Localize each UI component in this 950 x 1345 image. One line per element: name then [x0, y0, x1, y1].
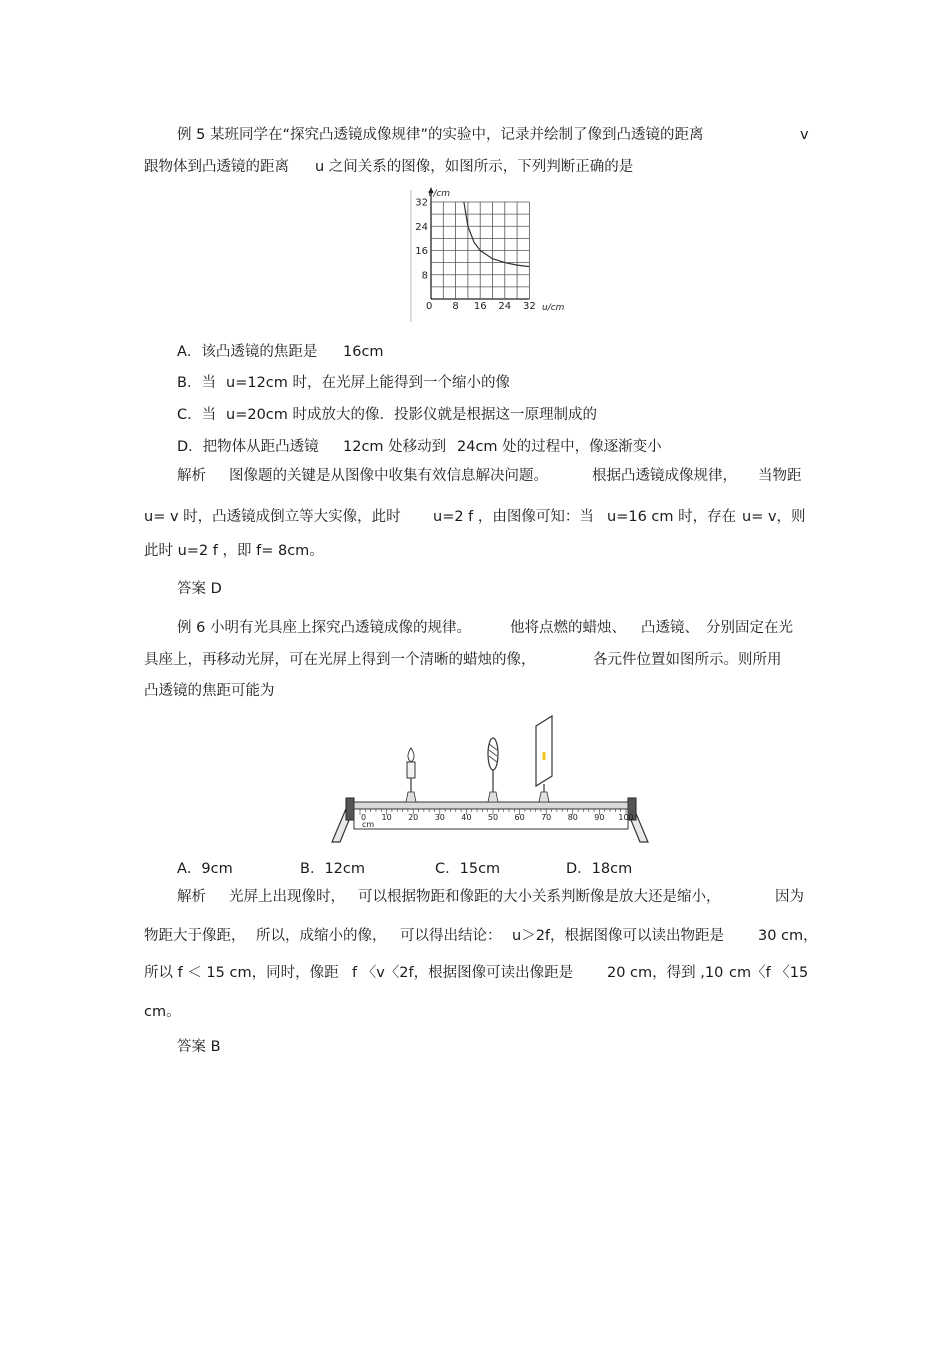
x-tick-label: 24: [498, 301, 512, 312]
ex6-line1d: 分别固定在光: [706, 620, 793, 636]
ex5-analysis-l2b: u=2 f ，由图像可知：当: [433, 509, 594, 525]
candle: [406, 748, 416, 802]
ex6-line1a: 例 6 小明有光具座上探究凸透镜成像的规律。: [177, 620, 471, 636]
ex6-analysis-l3d: cm〈f 〈15: [729, 965, 809, 981]
ex5-line1-var: v: [800, 127, 809, 143]
ex6-line3: 凸透镜的焦距可能为: [144, 683, 275, 699]
bench-rail: [354, 802, 628, 809]
ex6-analysis-l4: cm。: [144, 1004, 181, 1020]
ex6-analysis-l1b: 光屏上出现像时，: [229, 889, 345, 905]
scale-label: 100: [618, 813, 634, 822]
v-u-graph: [405, 186, 575, 324]
ex6-analysis-l1c: 可以根据物距和像距的大小关系判断像是放大还是缩小，: [358, 889, 721, 905]
scale-label: 90: [594, 813, 605, 822]
x-tick-label: 16: [473, 301, 487, 312]
light-screen: [536, 716, 552, 802]
scale-label: 50: [487, 813, 499, 822]
x-axis-label: u/cm: [542, 303, 565, 313]
ex5-line2b: u 之间关系的图像，如图所示，下列判断正确的是: [315, 159, 634, 175]
convex-lens: [488, 738, 498, 802]
ex6-analysis-l2e: 30 cm，: [758, 928, 818, 944]
y-tick-label: 8: [421, 270, 428, 282]
ex6-option-a: A．9cm: [177, 861, 233, 877]
ex6-analysis-l1a: 解析: [177, 889, 206, 905]
ex5-analysis-l3: 此时 u=2 f ，即 f= 8cm。: [144, 543, 324, 559]
scale-label: 20: [408, 813, 419, 822]
scale-label: 0: [361, 813, 367, 822]
ex5-option-d-end: 24cm 处的过程中，像逐渐变小: [457, 439, 662, 455]
candle-image: [543, 752, 546, 760]
ex6-analysis-l2b: 所以，成缩小的像，: [256, 928, 387, 944]
ex5-analysis-l2a: u= v 时，凸透镜成倒立等大实像，此时: [144, 509, 401, 525]
ex6-option-c: C．15cm: [435, 861, 501, 877]
ex5-option-c-label: C．当: [177, 407, 217, 423]
ex6-line2a: 具座上，再移动光屏，可在光屏上得到一个清晰的蜡烛的像，: [144, 652, 536, 668]
ex6-answer: 答案 B: [177, 1039, 221, 1055]
ex5-analysis-l1a: 解析: [177, 468, 206, 484]
ex5-option-a-value: 16cm: [343, 344, 384, 360]
ex5-analysis-l2d: u= v，则: [742, 509, 806, 525]
scale-label: 70: [541, 813, 552, 822]
bench-left-end: [346, 798, 354, 820]
y-tick-label: 32: [415, 197, 428, 209]
scale-label: 80: [567, 813, 578, 822]
origin-label: 0: [426, 301, 433, 312]
ex6-analysis-l3c: 20 cm，得到 ,10: [607, 965, 724, 981]
ex5-line1: 例 5 某班同学在“探究凸透镜成像规律”的实验中，记录并绘制了像到凸透镜的距离: [177, 127, 704, 143]
ex6-line1c: 凸透镜、: [641, 620, 699, 636]
ex6-analysis-l1d: 因为: [775, 889, 804, 905]
ex5-line2a: 跟物体到凸透镜的距离: [144, 159, 289, 175]
ex5-analysis-l1d: 当物距: [758, 468, 802, 484]
ex6-line2b: 各元件位置如图所示。则所用: [593, 652, 782, 668]
ex5-option-d-mid: 12cm 处移动到: [343, 439, 447, 455]
ex6-analysis-l3b: f 〈v〈2f，根据图像可读出像距是: [352, 965, 574, 981]
ex5-analysis-l1b: 图像题的关键是从图像中收集有效信息解决问题。: [229, 468, 548, 484]
y-tick-label: 16: [415, 246, 428, 257]
y-tick-label: 24: [415, 221, 428, 233]
ex6-analysis-l2c: 可以得出结论：: [400, 928, 502, 944]
optical-bench-figure: [328, 712, 658, 844]
y-axis-label: v/cm: [428, 189, 451, 199]
scale-label: 60: [514, 813, 525, 822]
ex6-line1b: 他将点燃的蜡烛、: [510, 620, 626, 636]
x-tick-label: 32: [523, 301, 536, 312]
ex6-option-d: D．18cm: [566, 861, 633, 877]
scale-label: 10: [381, 813, 392, 822]
scale-unit-label: cm: [362, 820, 375, 829]
ex5-option-b-label: B．当: [177, 375, 216, 391]
scale-label: 30: [434, 813, 445, 822]
ex5-analysis-l1c: 根据凸透镜成像规律，: [592, 468, 737, 484]
ex6-analysis-l3a: 所以 f ＜ 15 cm，同时，像距: [144, 965, 339, 981]
scale-label: 40: [461, 813, 472, 822]
ex5-option-d-label: D．把物体从距凸透镜: [177, 439, 319, 455]
ex5-analysis-l2c: u=16 cm 时，存在: [607, 509, 737, 525]
ex5-answer: 答案 D: [177, 581, 222, 597]
ex5-option-c-text: u=20cm 时成放大的像．投影仪就是根据这一原理制成的: [226, 407, 597, 423]
candle-flame: [408, 748, 414, 762]
ex6-option-b: B．12cm: [300, 861, 365, 877]
ex5-option-a-label: A．该凸透镜的焦距是: [177, 344, 318, 360]
ex6-analysis-l2d: u＞2f，根据图像可以读出物距是: [512, 928, 725, 944]
ex5-option-b-text: u=12cm 时，在光屏上能得到一个缩小的像: [226, 375, 510, 391]
ex6-analysis-l2a: 物距大于像距，: [144, 928, 246, 944]
x-tick-label: 8: [452, 301, 459, 312]
v-u-curve: [464, 202, 530, 267]
